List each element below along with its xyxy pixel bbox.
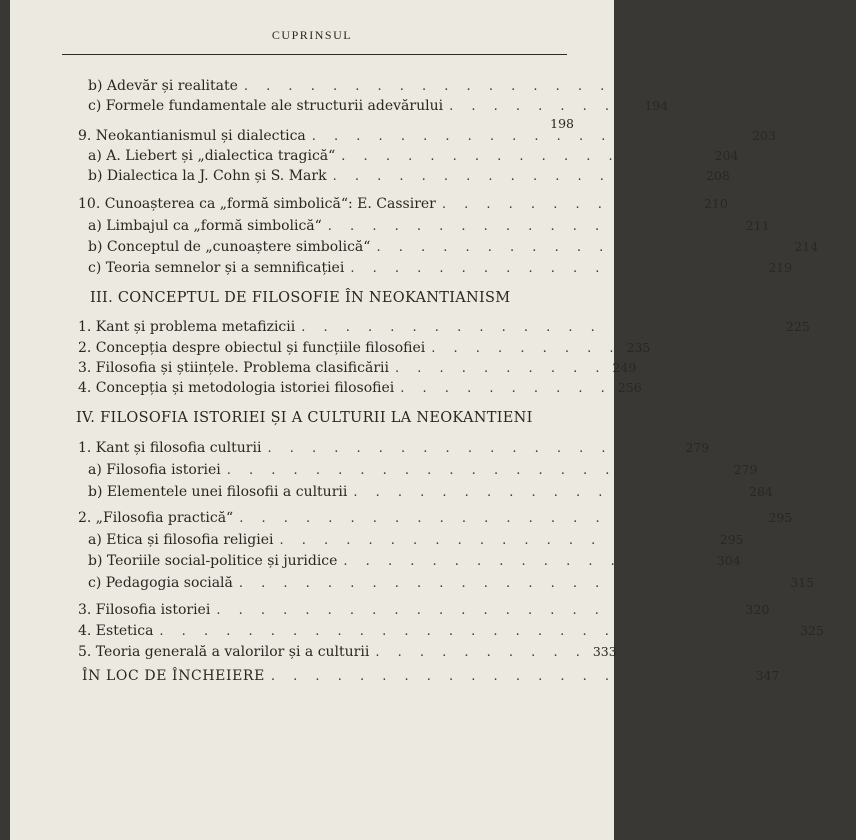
toc-entry-label: b) Teoriile social-politice și juridice <box>88 553 338 569</box>
toc-entry <box>78 600 770 620</box>
leader-dots: . . . . . . . . . . <box>394 361 607 376</box>
toc-entry <box>78 642 617 662</box>
leader-dots: . . . . . . . . . . . . . . . . . . . <box>267 441 680 456</box>
toc-page-number: 235 <box>626 340 651 355</box>
toc-entry <box>88 166 730 186</box>
leader-dots: . . . . . . . . . . . . . . . . . . . <box>327 219 740 234</box>
leader-dots: . . . . . . . . . . . . . . . . . . . . . . . . <box>216 603 740 618</box>
toc-entry <box>88 237 819 257</box>
toc-entry-label: 9. Neokantianismul și dialectica <box>78 128 306 144</box>
leader-dots: . . . . . . . . . . . . . . . . . . . . . . . . . . . . <box>243 79 856 94</box>
toc-entry <box>88 258 793 278</box>
toc-entry <box>88 573 815 593</box>
leader-dots: . . . . . . . . . . . . . . . . . . . . . . . . <box>239 511 763 526</box>
page-header: CUPRINSUL <box>271 28 353 42</box>
toc-entry <box>78 126 776 146</box>
leader-dots: . . . . . . . . . . . . . . . . . . . . . . <box>301 320 780 335</box>
toc-entry-label: c) Teoria semnelor și a semnificației <box>88 260 345 276</box>
toc-page-number: 279 <box>733 462 758 477</box>
header-rule <box>62 54 567 55</box>
leader-dots: . . . . . . . . . . . . . . . . . . . <box>350 261 763 276</box>
leader-dots: . . . . . . . . . . . . . . . . . . . . . . . . . <box>238 576 785 591</box>
toc-entry <box>78 621 824 641</box>
toc-entry <box>78 508 793 528</box>
toc-page-number: 304 <box>716 553 741 568</box>
leader-dots: . . . . . . . . . . . . . . . . . <box>341 149 709 164</box>
leader-dots: . . . . . . . . . . <box>400 381 612 396</box>
toc-entry-label: ÎN LOC DE ÎNCHEIERE <box>82 668 265 684</box>
section-heading: III. CONCEPTUL DE FILOSOFIE ÎN NEOKANTIANISM <box>90 290 511 306</box>
leader-dots: . . . . . . . . . . . . . . . . . . . . <box>311 129 746 144</box>
leader-dots: . . . . . . . . . . . . . . . . . <box>343 554 711 569</box>
toc-page-number: 219 <box>768 260 793 275</box>
toc-entry-label: b) Conceptul de „cunoaștere simbolică“ <box>88 239 371 255</box>
toc-entry-label: 2. „Filosofia practică“ <box>78 510 234 526</box>
toc-entry-label: 4. Estetica <box>78 623 154 639</box>
toc-page-number: 208 <box>705 168 730 183</box>
toc-page-number: 256 <box>617 380 642 395</box>
toc-page-number: 198 <box>550 116 574 131</box>
toc-entry-label: b) Elementele unei filosofii a culturii <box>88 484 348 500</box>
toc-entry-label: a) A. Liebert și „dialectica tragică“ <box>88 148 336 164</box>
toc-entry-label: b) Adevăr și realitate <box>88 78 238 94</box>
toc-entry-label: 10. Cunoașterea ca „formă simbolică“: E. Cassirer <box>78 196 436 212</box>
leader-dots: . . . . . . . . . . . . . . . . . . . <box>376 240 789 255</box>
toc-page-number: 249 <box>612 360 637 375</box>
toc-entry-label: b) Dialectica la J. Cohn și S. Mark <box>88 168 327 184</box>
toc-page-number: 315 <box>790 575 815 590</box>
toc-entry-label: a) Limbajul ca „formă simbolică“ <box>88 218 322 234</box>
leader-dots: . . . . . . . . . <box>431 341 621 356</box>
toc-entry <box>78 317 810 337</box>
toc-page-number: 295 <box>768 510 793 525</box>
toc-page-number: 194 <box>644 98 669 113</box>
toc-entry <box>88 482 773 502</box>
toc-entry-label: a) Etica și filosofia religiei <box>88 532 274 548</box>
leader-dots: . . . . . . . . . <box>449 99 639 114</box>
toc-page-number: 284 <box>749 484 773 499</box>
toc-page-number: 210 <box>703 196 728 211</box>
toc-entry-label: 5. Teoria generală a valorilor și a culturii <box>78 644 370 660</box>
leader-dots: . . . . . . . . . . . . <box>441 197 698 212</box>
leader-dots: . . . . . . . . . . . . . . . . . . . . <box>279 533 714 548</box>
toc-page-number: 214 <box>794 239 819 254</box>
leader-dots: . . . . . . . . . . . . . . . . . . . . . . <box>270 669 750 684</box>
toc-page-number: 333 <box>592 644 617 659</box>
toc-page-number: 204 <box>714 148 739 163</box>
toc-entry <box>78 338 651 358</box>
leader-dots: . . . . . . . . . . . . . . . . . . <box>353 485 743 500</box>
toc-entry <box>88 76 856 96</box>
toc-entry-label: 1. Kant și filosofia culturii <box>78 440 262 456</box>
toc-page-number: 295 <box>719 532 744 547</box>
toc-entry <box>88 530 744 550</box>
toc-page-number: 320 <box>745 602 770 617</box>
toc-entry <box>88 146 739 166</box>
toc-entry-label: 3. Filosofia și științele. Problema clasificării <box>78 360 389 376</box>
leader-dots: . . . . . . . . . . <box>375 645 587 660</box>
toc-entry-label: c) Pedagogia socială <box>88 575 233 591</box>
leader-dots: . . . . . . . . . . . . . . . . . . . . . . . <box>226 463 728 478</box>
toc-entry <box>78 194 728 214</box>
toc-entry <box>78 378 642 398</box>
toc-entry-label: 4. Concepția și metodologia istoriei filosofiei <box>78 380 395 396</box>
toc-entry <box>88 108 574 131</box>
toc-entry-label: 3. Filosofia istoriei <box>78 602 211 618</box>
toc-entry-label: a) Filosofia istoriei <box>88 462 221 478</box>
toc-page-number: 279 <box>685 440 710 455</box>
toc-page-number: 225 <box>785 319 810 334</box>
book-page <box>10 0 856 840</box>
toc-entry-label: c) Formele fundamentale ale structurii adevărului <box>88 98 444 114</box>
toc-entry <box>88 460 758 480</box>
toc-page-number: 203 <box>751 128 776 143</box>
toc-entry <box>78 358 637 378</box>
toc-entry <box>88 551 741 571</box>
section-heading: IV. FILOSOFIA ISTORIEI ȘI A CULTURII LA NEOKANTIENI <box>76 410 533 426</box>
toc-page-number: 211 <box>745 218 770 233</box>
toc-entry <box>82 666 780 686</box>
toc-entry <box>88 216 770 236</box>
toc-entry <box>78 438 710 458</box>
toc-entry-label: 1. Kant și problema metafizicii <box>78 319 296 335</box>
leader-dots: . . . . . . . . . . . . . . . . . . . . . . . . . . . . . <box>159 624 794 639</box>
toc-page-number: 325 <box>799 623 824 638</box>
toc-page-number: 347 <box>755 668 780 683</box>
leader-dots: . . . . . . . . . . . . . . . . . <box>332 169 700 184</box>
toc-entry-label: 2. Concepția despre obiectul și funcțiile filosofiei <box>78 340 426 356</box>
